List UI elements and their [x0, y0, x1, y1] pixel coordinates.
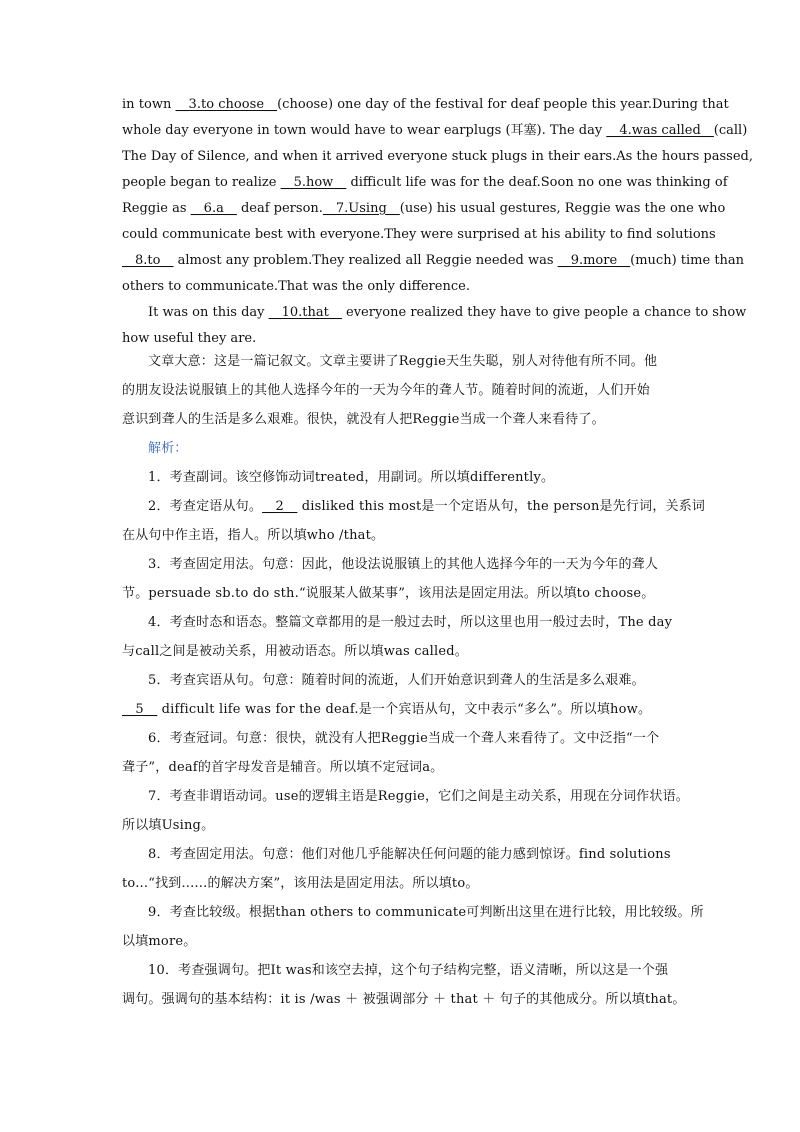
answer-blank: __8.to__ — [122, 253, 174, 268]
analysis-item-2: 2．考查定语从句。__2__ disliked this most是一个定语从句，the person是先行词，关系词 — [122, 492, 682, 521]
passage-line: in town __3.to choose__(choose) one day of the festival for deaf people this year.During that — [122, 92, 682, 118]
passage-line: Reggie as __6.a__ deaf person.__7.Using__(use) his usual gestures, Reggie was the one who — [122, 196, 682, 222]
analysis-item-9-cont: 以填more。 — [122, 934, 197, 949]
analysis-item-7-cont: 所以填Using。 — [122, 818, 215, 833]
passage-line: could communicate best with everyone.They were surprised at his ability to find solutions — [122, 227, 716, 242]
answer-blank: __2__ — [262, 499, 298, 514]
analysis-item-5: 5．考查宾语从句。句意：随着时间的流逝，人们开始意识到聋人的生活是多么艰难。 — [148, 673, 645, 688]
analysis-item-6-cont: 聋子”，deaf的首字母发音是辅音。所以填不定冠词a。 — [122, 760, 444, 775]
passage-line: others to communicate.That was the only difference. — [122, 279, 470, 294]
analysis-item-3: 3．考查固定用法。句意：因此，他设法说服镇上的其他人选择今年的一天为今年的聋人 — [148, 557, 659, 572]
passage-line: The Day of Silence, and when it arrived everyone stuck plugs in their ears.As the hours passed, — [122, 149, 753, 164]
passage-line: It was on this day __10.that__ everyone realized they have to give people a chance to show — [122, 300, 682, 326]
analysis-item-9: 9．考查比较级。根据than others to communicate可判断出这里在进行比较，用比较级。所 — [148, 905, 704, 920]
analysis-item-6: 6．考查冠词。句意：很快，就没有人把Reggie当成一个聋人来看待了。文中泛指“一个 — [148, 731, 660, 746]
analysis-item-1: 1．考查副词。该空修饰动词treated，用副词。所以填differently。 — [148, 470, 555, 485]
analysis-item-8: 8．考查固定用法。句意：他们对他几乎能解决任何问题的能力感到惊讶。find solutions — [148, 847, 671, 862]
analysis-item-5-cont: __5__ difficult life was for the deaf.是一个宾语从句，文中表示“多么”。所以填how。 — [122, 695, 682, 724]
analysis-item-4-cont: 与call之间是被动关系，用被动语态。所以填was called。 — [122, 644, 468, 659]
passage-line: whole day everyone in town would have to wear earplugs (耳塞). The day __4.was called__(call) — [122, 118, 682, 144]
answer-blank: __5__ — [122, 702, 158, 717]
summary-line: 意识到聋人的生活是多么艰难。很快，就没有人把Reggie当成一个聋人来看待了。 — [122, 412, 605, 427]
analysis-item-4: 4．考查时态和语态。整篇文章都用的是一般过去时，所以这里也用一般过去时，The day — [148, 615, 673, 630]
analysis-item-10-cont: 调句。强调句的基本结构：it is /was ＋ 被强调部分 ＋ that ＋ 句子的其他成分。所以填that。 — [122, 992, 686, 1007]
analysis-item-10: 10．考查强调句。把It was和该空去掉，这个句子结构完整，语义清晰，所以这是一个强 — [148, 963, 669, 978]
summary-line: 文章大意：这是一篇记叙文。文章主要讲了Reggie天生失聪，别人对待他有所不同。他 — [148, 354, 658, 369]
answer-blank: __3.to choose__ — [175, 97, 278, 112]
analysis-item-7: 7．考查非谓语动词。use的逻辑主语是Reggie，它们之间是主动关系，用现在分词作状语。 — [148, 789, 689, 804]
answer-blank: __7.Using__ — [322, 201, 400, 216]
analysis — [122, 434, 706, 1014]
analysis-item-8-cont: to...“找到......的解决方案”，该用法是固定用法。所以填to。 — [122, 876, 479, 891]
answer-blank: __5.how__ — [280, 175, 347, 190]
summary-line: 的朋友设法说服镇上的其他人选择今年的一天为今年的聋人节。随着时间的流逝，人们开始 — [122, 383, 651, 398]
passage-line: people began to realize __5.how__ difficult life was for the deaf.Soon no one was thinking of — [122, 170, 682, 196]
passage — [122, 92, 753, 352]
passage-line: __8.to__ almost any problem.They realized all Reggie needed was __9.more__(much) time than — [122, 248, 682, 274]
analysis-item-3-cont: 节。persuade sb.to do sth.“说服某人做某事”，该用法是固定用法。所以填to choose。 — [122, 586, 655, 601]
analysis-item-2-cont: 在从句中作主语，指人。所以填who /that。 — [122, 528, 385, 543]
answer-blank: __10.that__ — [268, 305, 342, 320]
answer-blank: __9.more__ — [557, 253, 631, 268]
summary — [122, 347, 682, 434]
passage-line: how useful they are. — [122, 331, 257, 346]
answer-blank: __4.was called__ — [606, 123, 714, 138]
analysis-heading: 解析： — [148, 441, 188, 456]
answer-blank: __6.a__ — [190, 201, 237, 216]
